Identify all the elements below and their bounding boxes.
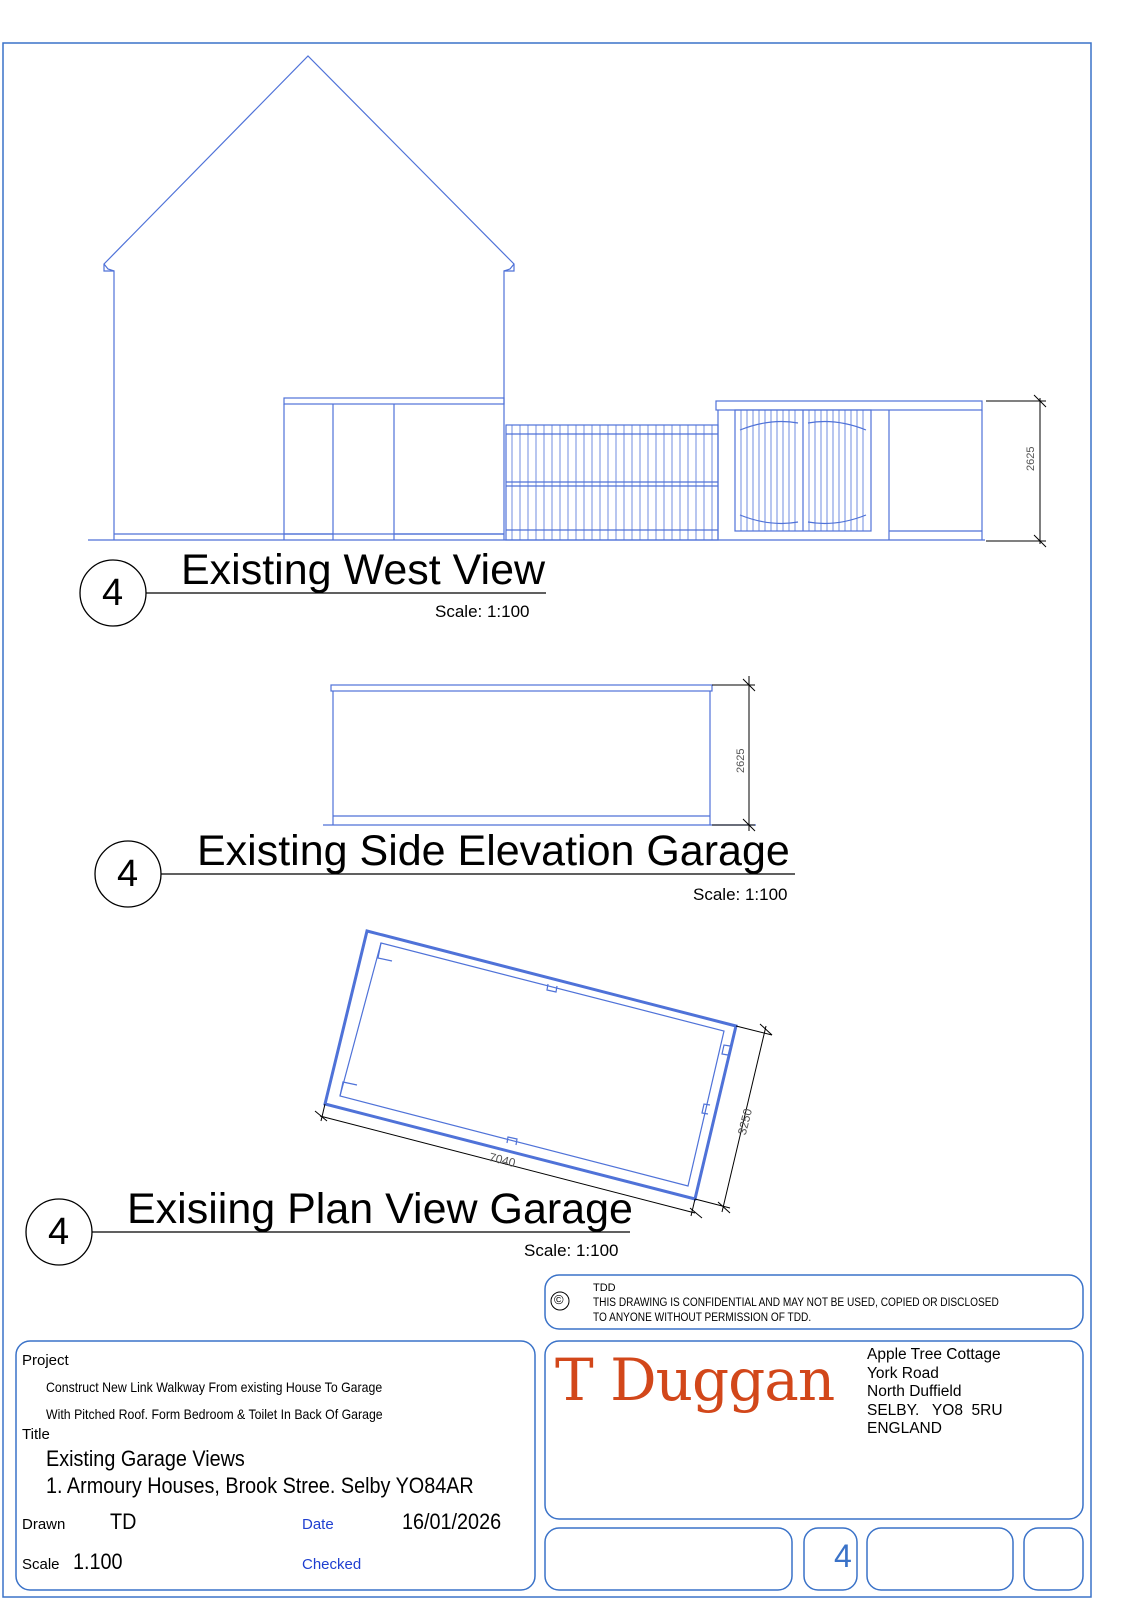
- copyright-symbol: ©: [554, 1292, 564, 1307]
- drawing-title-line-2: 1. Armoury Houses, Brook Stree. Selby YO84AR: [46, 1473, 474, 1498]
- drawn-label: Drawn: [22, 1516, 66, 1533]
- address-line-1: Apple Tree Cottage: [867, 1346, 1001, 1363]
- scale-label: Scale: [22, 1556, 60, 1573]
- side-elevation-scale: Scale: 1:100: [693, 885, 788, 904]
- project-description-line-1: Construct New Link Walkway From existing House To Garage: [46, 1379, 383, 1395]
- west-view-height-dimension: [986, 395, 1046, 547]
- fence-panel: [506, 425, 718, 540]
- title-label: Title: [22, 1426, 50, 1443]
- copyright-company: TDD: [593, 1282, 616, 1294]
- plan-view-width-label: 3250: [735, 1107, 756, 1137]
- project-description-line-2: With Pitched Roof. Form Bedroom & Toilet In Back Of Garage: [46, 1406, 383, 1422]
- plan-view-scale: Scale: 1:100: [524, 1241, 619, 1260]
- drawing-title-line-1: Existing Garage Views: [46, 1446, 245, 1471]
- west-view-number: 4: [102, 572, 124, 614]
- drawn-value: TD: [110, 1509, 137, 1534]
- copyright-line-1: THIS DRAWING IS CONFIDENTIAL AND MAY NOT BE USED, COPIED OR DISCLOSED: [593, 1297, 999, 1309]
- plan-view-drawing: [315, 931, 772, 1218]
- plan-view-number: 4: [48, 1211, 70, 1253]
- west-view-title: Existing West View: [181, 546, 546, 594]
- view-markers: [26, 560, 795, 1265]
- address-line-5: ENGLAND: [867, 1420, 942, 1437]
- copyright-line-2: TO ANYONE WITHOUT PERMISSION OF TDD.: [593, 1312, 812, 1324]
- scale-value: 1.100: [73, 1549, 123, 1574]
- west-view-scale: Scale: 1:100: [435, 602, 530, 621]
- sheet-info-box-1: [545, 1528, 792, 1590]
- company-address: [867, 1346, 1003, 1439]
- date-value: 16/01/2026: [402, 1509, 502, 1534]
- house-elevation: [104, 56, 514, 540]
- side-elevation-title: Existing Side Elevation Garage: [197, 827, 790, 875]
- sheet-number: 4: [834, 1538, 852, 1574]
- address-line-3: North Duffield: [867, 1383, 962, 1400]
- side-elevation-height-dimension: [712, 676, 755, 831]
- sheet-info-box-2: [867, 1528, 1013, 1590]
- company-logo-name: T Duggan: [555, 1346, 835, 1414]
- garage-front-elevation: [716, 401, 982, 540]
- plan-view-length-label: 7040: [487, 1150, 517, 1171]
- address-line-2: York Road: [867, 1364, 939, 1382]
- date-label: Date: [302, 1516, 334, 1533]
- sheet-info-box-3: [1024, 1528, 1083, 1590]
- plan-view-title: Exisiing Plan View Garage: [127, 1185, 633, 1233]
- checked-label: Checked: [302, 1556, 362, 1573]
- west-view-dimension-label: 2625: [1025, 446, 1037, 471]
- side-elevation-number: 4: [117, 853, 139, 895]
- west-view-drawing: [88, 56, 1046, 547]
- side-elevation-drawing: [323, 676, 756, 831]
- address-line-4: SELBY. YO8 5RU: [867, 1401, 1003, 1419]
- side-elevation-dimension-label: 2625: [735, 748, 747, 773]
- project-label: Project: [22, 1352, 69, 1369]
- flat-roof-extension: [284, 398, 504, 540]
